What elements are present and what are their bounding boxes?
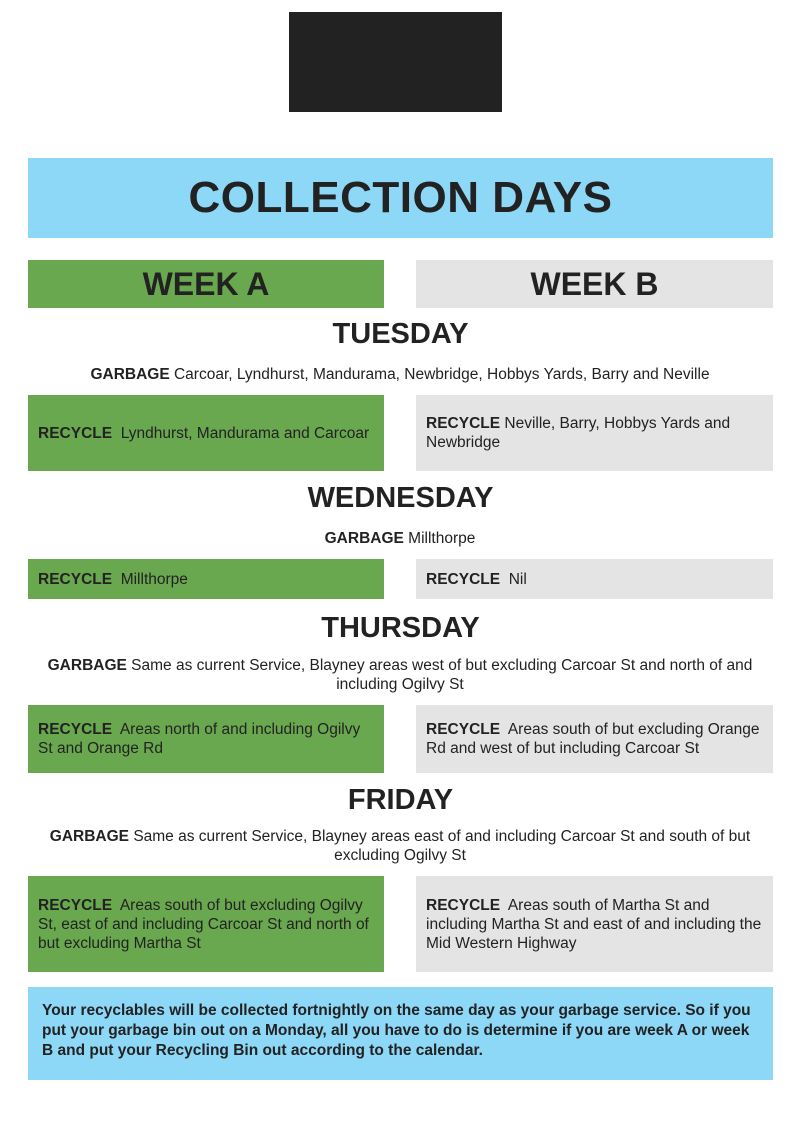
recycle-label: RECYCLE [38, 570, 113, 588]
garbage-label: GARBAGE [90, 366, 170, 383]
day-heading-friday: FRIDAY [347, 784, 454, 816]
week-b-recycle-tuesday [416, 395, 773, 471]
recycle-areas: Nil [508, 570, 527, 588]
week-a-header: WEEK A [28, 260, 384, 308]
garbage-line-thursday [40, 656, 760, 694]
week-b-recycle-thursday [416, 705, 773, 773]
recycle-label: RECYCLE [38, 424, 113, 442]
recycle-label: RECYCLE [38, 721, 113, 738]
day-heading-tuesday: TUESDAY [332, 318, 469, 350]
garbage-areas: Same as current Service, Blayney areas west of but excluding Carcoar St and north of and including Ogilvy St [131, 657, 753, 693]
recycle-label: RECYCLE [426, 570, 501, 588]
week-b-recycle-friday [416, 876, 773, 972]
recycle-label: RECYCLE [426, 721, 501, 738]
recycle-label: RECYCLE [38, 896, 113, 914]
garbage-areas: Carcoar, Lyndhurst, Mandurama, Newbridge, Hobbys Yards, Barry and Neville [173, 366, 710, 383]
day-heading-thursday: THURSDAY [321, 612, 480, 644]
week-a-recycle-wednesday [28, 559, 384, 599]
garbage-line-friday [40, 827, 760, 865]
week-b-header: WEEK B [416, 260, 773, 308]
recycle-areas: Neville, Barry, Hobbys Yards and Newbridge [426, 415, 731, 451]
week-a-recycle-friday [28, 876, 384, 972]
recycle-areas: Lyndhurst, Mandurama and Carcoar [120, 424, 370, 442]
recycle-areas: Areas south of but excluding Orange Rd and west of but including Carcoar St [426, 721, 760, 757]
week-a-recycle-thursday [28, 705, 384, 773]
garbage-label: GARBAGE [47, 657, 127, 674]
title-banner [28, 158, 773, 238]
recycle-label: RECYCLE [426, 415, 501, 432]
page-title: COLLECTION DAYS [188, 173, 613, 222]
recycle-areas: Areas north of and including Ogilvy St and Orange Rd [38, 721, 361, 757]
garbage-label: GARBAGE [49, 828, 129, 845]
garbage-label: GARBAGE [324, 530, 404, 547]
info-note: Your recyclables will be collected fortnightly on the same day as your garbage service. So if you put your garbage bin out on a Monday, all you have to do is determine if you are week A or week B and put your Recycling Bin out according to the calendar. [28, 987, 773, 1080]
garbage-line-wednesday [40, 529, 760, 548]
recycle-areas: Areas south of but excluding Ogilvy St, east of and including Carcoar St and north of but excluding Martha St [38, 896, 369, 952]
garbage-line-tuesday [40, 365, 760, 384]
garbage-areas: Same as current Service, Blayney areas east of and including Carcoar St and south of but excluding Ogilvy St [133, 828, 751, 864]
recycle-areas: Areas south of Martha St and including Martha St and east of and including the Mid Western Highway [426, 896, 762, 952]
logo-placeholder [289, 12, 502, 112]
recycle-areas: Millthorpe [120, 570, 188, 588]
garbage-areas: Millthorpe [408, 530, 476, 547]
week-b-recycle-wednesday [416, 559, 773, 599]
recycle-label: RECYCLE [426, 896, 501, 914]
day-heading-wednesday: WEDNESDAY [307, 482, 494, 514]
week-a-recycle-tuesday [28, 395, 384, 471]
